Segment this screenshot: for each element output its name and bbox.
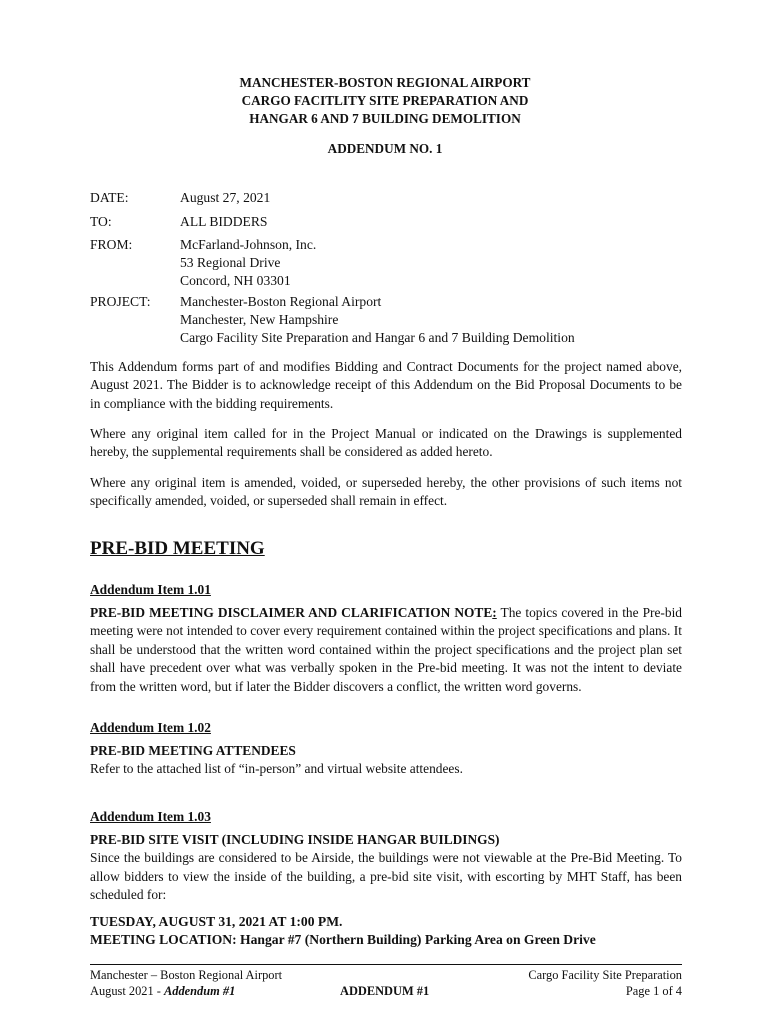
project-value <box>180 293 700 347</box>
project-label: PROJECT: <box>90 294 151 309</box>
document-title <box>0 74 770 128</box>
item-1-body <box>90 604 682 696</box>
item-2-text: Refer to the attached list of “in-person” and virtual website attendees. <box>90 761 463 777</box>
from-value <box>180 236 700 290</box>
to-label: TO: <box>90 214 112 229</box>
item-1-lead: PRE-BID MEETING DISCLAIMER AND CLARIFICATION NOTE <box>90 605 493 620</box>
item-2-heading: Addendum Item 1.02 <box>90 720 211 735</box>
item-3-heading: Addendum Item 1.03 <box>90 809 211 824</box>
item-3-title: PRE-BID SITE VISIT (INCLUDING INSIDE HANGAR BUILDINGS) <box>90 832 500 847</box>
from-label: FROM: <box>90 237 133 252</box>
footer-divider <box>90 964 682 965</box>
from-line-1: McFarland-Johnson, Inc. <box>180 237 317 252</box>
intro-paragraph-3: Where any original item is amended, voided, or superseded hereby, the other provisions of such items not specifically amended, voided, or superseded shall remain in effect. <box>90 475 682 509</box>
to-value: ALL BIDDERS <box>180 214 268 229</box>
item-1-lead-colon: : <box>492 605 497 620</box>
date-label: DATE: <box>90 190 129 205</box>
footer-right-line-1: Cargo Facility Site Preparation <box>528 968 682 982</box>
project-line-3: Cargo Facility Site Preparation and Hangar 6 and 7 Building Demolition <box>180 330 575 345</box>
item-1-heading: Addendum Item 1.01 <box>90 582 211 597</box>
page-number: Page 1 of 4 <box>625 984 682 998</box>
footer-right <box>528 967 682 999</box>
from-line-2: 53 Regional Drive <box>180 255 281 270</box>
item-3-text: Since the buildings are considered to be Airside, the buildings were not viewable at the Pre-Bid Meeting. To allow bidders to view the inside of the building, a pre-bid site visit, with escorting by MHT Staff, has been scheduled for: <box>90 850 682 903</box>
footer-left-line-2 <box>90 983 282 999</box>
footer-date: August 2021 - <box>90 984 164 998</box>
item-2-body <box>90 742 682 779</box>
item-2-title: PRE-BID MEETING ATTENDEES <box>90 743 296 758</box>
site-visit-datetime: TUESDAY, AUGUST 31, 2021 AT 1:00 PM. <box>90 914 343 929</box>
project-line-2: Manchester, New Hampshire <box>180 312 339 327</box>
section-heading: PRE-BID MEETING <box>90 538 265 559</box>
site-visit-location: MEETING LOCATION: Hangar #7 (Northern Building) Parking Area on Green Drive <box>90 932 596 947</box>
item-1-text: The topics covered in the Pre-bid meeting were not intended to cover every requirement contained within the project specifications and plans. It shall be understood that the written word contained within the project specifications and the project plan set shall have precedent over what was verbally spoken in the Pre-bid meeting. It was not the intent to deviate from the written word, but if later the Bidder discovers a conflict, the written word governs. <box>90 605 682 694</box>
footer-addendum-italic: Addendum #1 <box>164 984 236 998</box>
intro-paragraph-2: Where any original item called for in the Project Manual or indicated on the Drawings is supplemented hereby, the supplemental requirements shall be considered as added hereto. <box>90 426 682 460</box>
addendum-number: ADDENDUM NO. 1 <box>327 141 443 156</box>
project-line-1: Manchester-Boston Regional Airport <box>180 294 382 309</box>
date-value: August 27, 2021 <box>180 190 271 205</box>
footer-center: ADDENDUM #1 <box>340 984 430 998</box>
title-line-2: CARGO FACITLITY SITE PREPARATION AND <box>241 93 529 108</box>
footer-left-line-1: Manchester – Boston Regional Airport <box>90 968 283 982</box>
item-3-body <box>90 831 682 905</box>
title-line-3: HANGAR 6 AND 7 BUILDING DEMOLITION <box>249 111 521 126</box>
title-line-1: MANCHESTER-BOSTON REGIONAL AIRPORT <box>239 75 531 90</box>
footer-left <box>90 967 282 999</box>
intro-paragraph-1: This Addendum forms part of and modifies Bidding and Contract Documents for the project named above, August 2021. The Bidder is to acknowledge receipt of this Addendum on the Bid Proposal Documents to be in compliance with the bidding requirements. <box>90 359 682 411</box>
from-line-3: Concord, NH 03301 <box>180 273 291 288</box>
